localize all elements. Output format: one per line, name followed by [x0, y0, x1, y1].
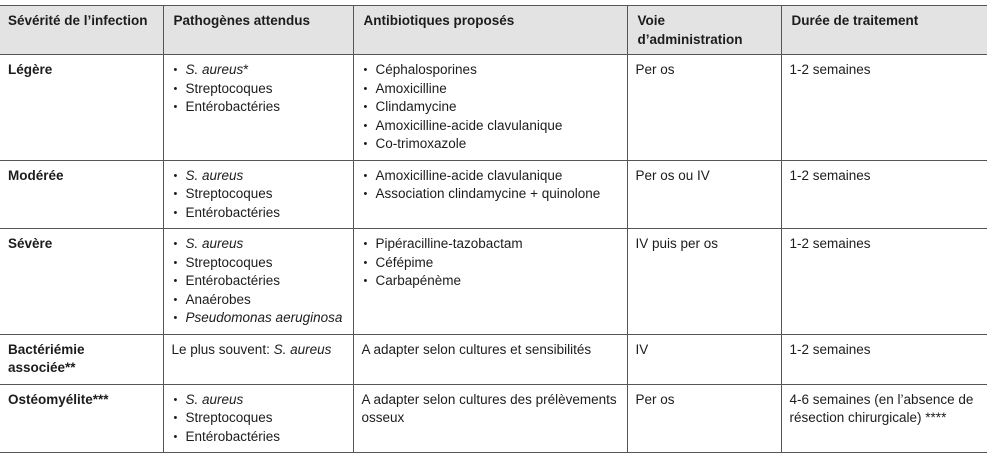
list-item: • Céfépime	[362, 254, 619, 273]
table-row	[0, 384, 987, 453]
list-item: • Pipéracilline-tazobactam	[362, 235, 619, 254]
route-cell: Per os	[627, 55, 781, 161]
duration-cell: 4-6 semaines (en l’absence de résection chirurgicale) ****	[781, 384, 987, 453]
table-row	[0, 160, 987, 229]
pathogens-cell	[163, 229, 353, 335]
table-row	[0, 55, 987, 161]
list-item: • Entérobactéries	[172, 98, 345, 117]
route-cell: IV puis per os	[627, 229, 781, 335]
list-item: • Streptocoques	[172, 254, 345, 273]
list-item: • Céphalosporines	[362, 61, 619, 80]
header-duration: Durée de traitement	[781, 6, 987, 55]
antibiotics-cell: A adapter selon cultures et sensibilités	[353, 334, 627, 384]
list-item: • Carbapénème	[362, 272, 619, 291]
list-item: • Streptocoques	[172, 409, 345, 428]
duration-cell: 1-2 semaines	[781, 55, 987, 161]
antibiotics-cell	[353, 55, 627, 161]
severity-cell: Bactériémie associée**	[0, 334, 163, 384]
duration-cell: 1-2 semaines	[781, 160, 987, 229]
antibiotics-cell	[353, 229, 627, 335]
list-item: • Amoxicilline-acide clavulanique	[362, 117, 619, 136]
list-item: • Entérobactéries	[172, 428, 345, 447]
list-item: • S. aureus	[172, 391, 345, 410]
severity-cell: Légère	[0, 55, 163, 161]
list-item: • Streptocoques	[172, 80, 345, 99]
pathogens-cell: Le plus souvent: S. aureus	[163, 334, 353, 384]
list-item: • Anaérobes	[172, 291, 345, 310]
list-item: • S. aureus	[172, 235, 345, 254]
duration-cell: 1-2 semaines	[781, 334, 987, 384]
duration-cell: 1-2 semaines	[781, 229, 987, 335]
list-item: • Clindamycine	[362, 98, 619, 117]
header-severity: Sévérité de l’infection	[0, 6, 163, 55]
list-item: • Association clindamycine + quinolone	[362, 185, 619, 204]
header-antibiotics: Antibiotiques proposés	[353, 6, 627, 55]
header-pathogens: Pathogènes attendus	[163, 6, 353, 55]
table-row	[0, 229, 987, 335]
severity-cell: Sévère	[0, 229, 163, 335]
list-item: • Entérobactéries	[172, 204, 345, 223]
route-cell: Per os ou IV	[627, 160, 781, 229]
list-item: • Amoxicilline-acide clavulanique	[362, 167, 619, 186]
list-item: • S. aureus*	[172, 61, 345, 80]
list-item: • Amoxicilline	[362, 80, 619, 99]
pathogens-cell	[163, 384, 353, 453]
antibiotics-cell	[353, 160, 627, 229]
list-item: • Streptocoques	[172, 185, 345, 204]
table-header-row	[0, 6, 987, 55]
list-item: • S. aureus	[172, 167, 345, 186]
route-cell: Per os	[627, 384, 781, 453]
table-row	[0, 334, 987, 384]
header-route: Voie d’administration	[627, 6, 781, 55]
pathogens-cell	[163, 55, 353, 161]
antibiotics-cell: A adapter selon cultures des prélèvements osseux	[353, 384, 627, 453]
severity-cell: Ostéomyélite***	[0, 384, 163, 453]
severity-cell: Modérée	[0, 160, 163, 229]
route-cell: IV	[627, 334, 781, 384]
list-item: • Co-trimoxazole	[362, 135, 619, 154]
antibiotic-treatment-table	[0, 5, 987, 453]
list-item: • Pseudomonas aeruginosa	[172, 309, 345, 328]
list-item: • Entérobactéries	[172, 272, 345, 291]
pathogens-cell	[163, 160, 353, 229]
